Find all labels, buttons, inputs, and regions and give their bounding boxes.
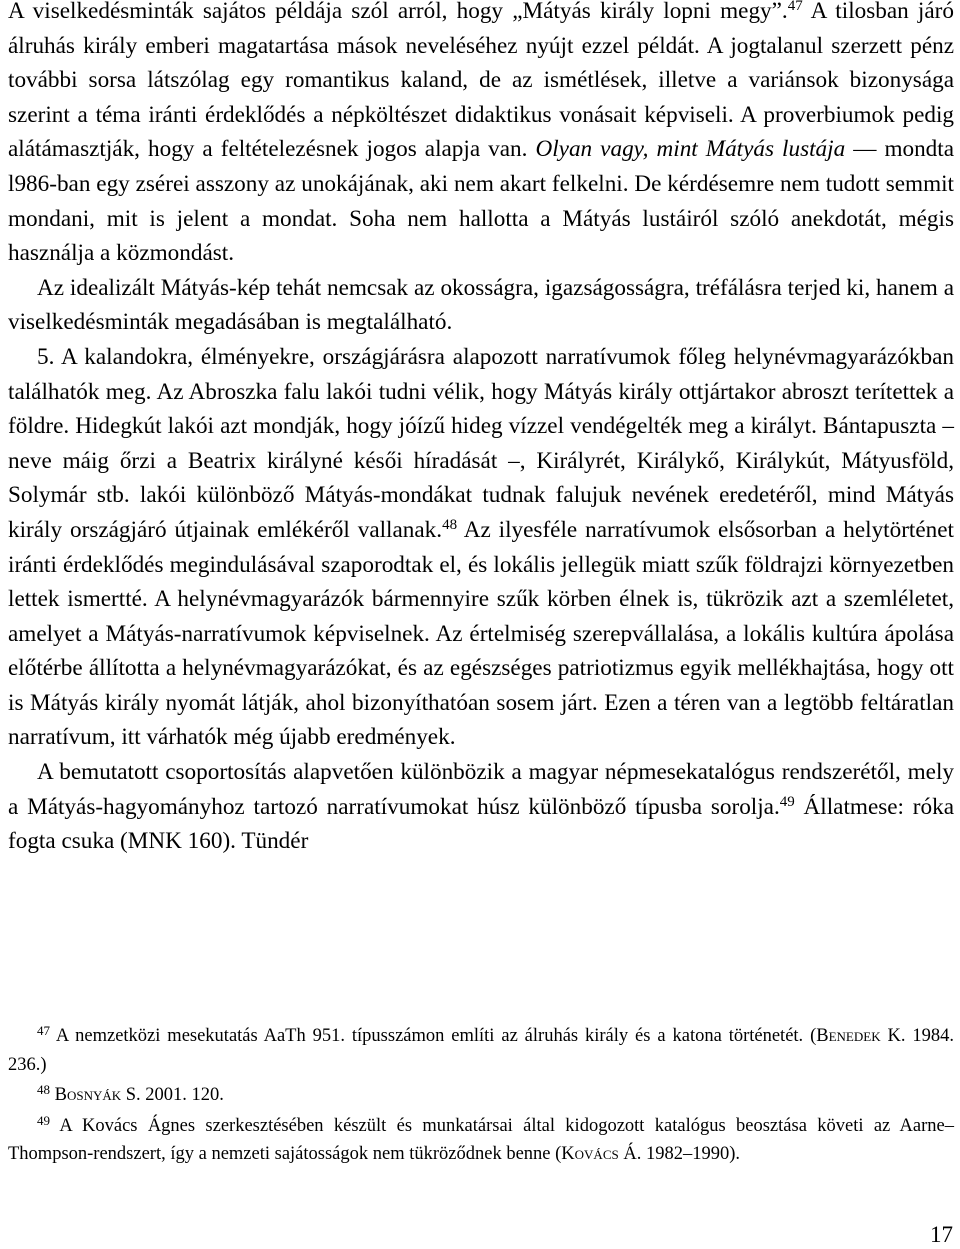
footnote-text: K. 1984. 236.) [8, 1026, 954, 1075]
paragraph-matyas-lopni [8, 0, 954, 271]
page-number: 17 [930, 1222, 953, 1247]
paragraph-catalogue [8, 755, 954, 859]
paragraph-text: Állatmese: róka fogta csuka (MNK 160). Tündér [8, 793, 954, 855]
paragraph-text: A tilosban járó álruhás király emberi magatartása mások neveléséhez nyújt ezzel példát. A jogtalanul szerzett pénz további sorsa látszólag egy romantikus kaland, de az ismétlések, illetve a variánsok bizonysága szerint a téma iránti érdeklődés a népköltészet didaktikus vonásait képviseli. A proverbiumok pedig alátámasztják, hogy a feltételezésnek jogos alapja van. [8, 0, 954, 163]
footnote-text: A nemzetközi mesekutatás AaTh 951. típusszámon említi az álruhás király és a katona történetét. ( [55, 1026, 817, 1046]
footnote-ref-49[interactable]: 49 [779, 793, 795, 810]
paragraph-text: A bemutatott csoportosítás alapvetően különbözik a magyar népmesekatalógus rendszerétől, mely a Mátyás-hagyományhoz tartozó narratívumokat húsz különböző típusba sorolja. [8, 759, 954, 820]
footnote-number: 48 [37, 1082, 50, 1098]
footnote-ref-48[interactable]: 48 [442, 516, 458, 533]
footnote-author: Benedek [816, 1026, 881, 1046]
footnote-author: Bosnyák [54, 1085, 122, 1106]
paragraph-text: — mondta l986-ban egy zsérei asszony az unokájának, aki nem akart felkelni. De kérdésemre nem tudott semmit mondani, mit is jelent a mondat. Soha nem hallotta a Mátyás lustáiról szóló anekdotát, mégis használja a közmondást. [8, 136, 954, 267]
footnote-number: 47 [37, 1023, 50, 1038]
paragraph-text: A viselkedésminták sajátos példája szól arról, hogy „Mátyás király lopni megy”. [8, 0, 788, 24]
footnote-49 [8, 1112, 954, 1169]
proverb-italic: Olyan vagy, mint Mátyás lustája [535, 136, 846, 163]
footnote-47 [8, 1022, 954, 1079]
main-text [8, 0, 954, 859]
footnote-author: Kovács [561, 1144, 619, 1165]
paragraph-text: Az ilyesféle narratívumok elsősorban a helytörténet iránti érdeklődés megindulásával szaporodtak el, és lokális jellegük miatt szűk földrajzi környezetben lettek ismertté. A helynévmagyarázók bármennyire szűk körben élnek is, tükrözik azt a szemléletet, amelyet a Mátyás-narratívumok képviselnek. Az értelmiség szerepvállalása, a lokális kultúra ápolása előtérbe állította a helynévmagyarázókat, és az egészséges patriotizmus egyik mellékhajtása, hogy ott is Mátyás király nyomát látják, ahol bizonyíthatóan sosem járt. Ezen a téren van a legtöbb feltáratlan narratívum, itt várhatók még újabb eredmények. [8, 516, 954, 751]
paragraph-idealized-image: Az idealizált Mátyás-kép tehát nemcsak az okosságra, igazságosságra, tréfálásra terjed ki, hanem a viselkedésminták megadásában is megtalálható. [8, 274, 954, 336]
footnote-number: 49 [37, 1112, 50, 1128]
footnotes [8, 1022, 954, 1171]
paragraph-text: 5. A kalandokra, élményekre, országjárásra alapozott narratívumok főleg helynévmagyarázókban találhatók meg. Az Abroszka falu lakói tudni vélik, hogy Mátyás király ottjártakor abroszt terítettek a földre. Hidegkút lakói azt mondják, hogy jóízű hideg vízzel vendégelték meg a királyt. Bántapuszta – neve máig őrzi a Beatrix királyné késői híradását –, Királyrét, Királykő, Királykút, Mátyusföld, Solymár stb. lakói különböző Mátyás-mondákat tudnak falujuk nevének eredetéről, mind Mátyás király országjáró útjainak emlékéről vallanak. [8, 343, 954, 543]
footnote-text: S. 2001. 120. [121, 1085, 224, 1106]
footnote-ref-47[interactable]: 47 [787, 0, 803, 14]
footnote-text: A Kovács Ágnes szerkesztésében készült és munkatársai által kidogozott katalógus beosztása követi az Aarne–Thompson-rendszert, így a nemzeti sajátosságok nem tükröződnek benne ( [8, 1115, 954, 1165]
footnote-text: Á. 1982–1990). [618, 1144, 741, 1165]
paragraph-section-5 [8, 340, 954, 755]
footnote-48 [8, 1081, 954, 1110]
